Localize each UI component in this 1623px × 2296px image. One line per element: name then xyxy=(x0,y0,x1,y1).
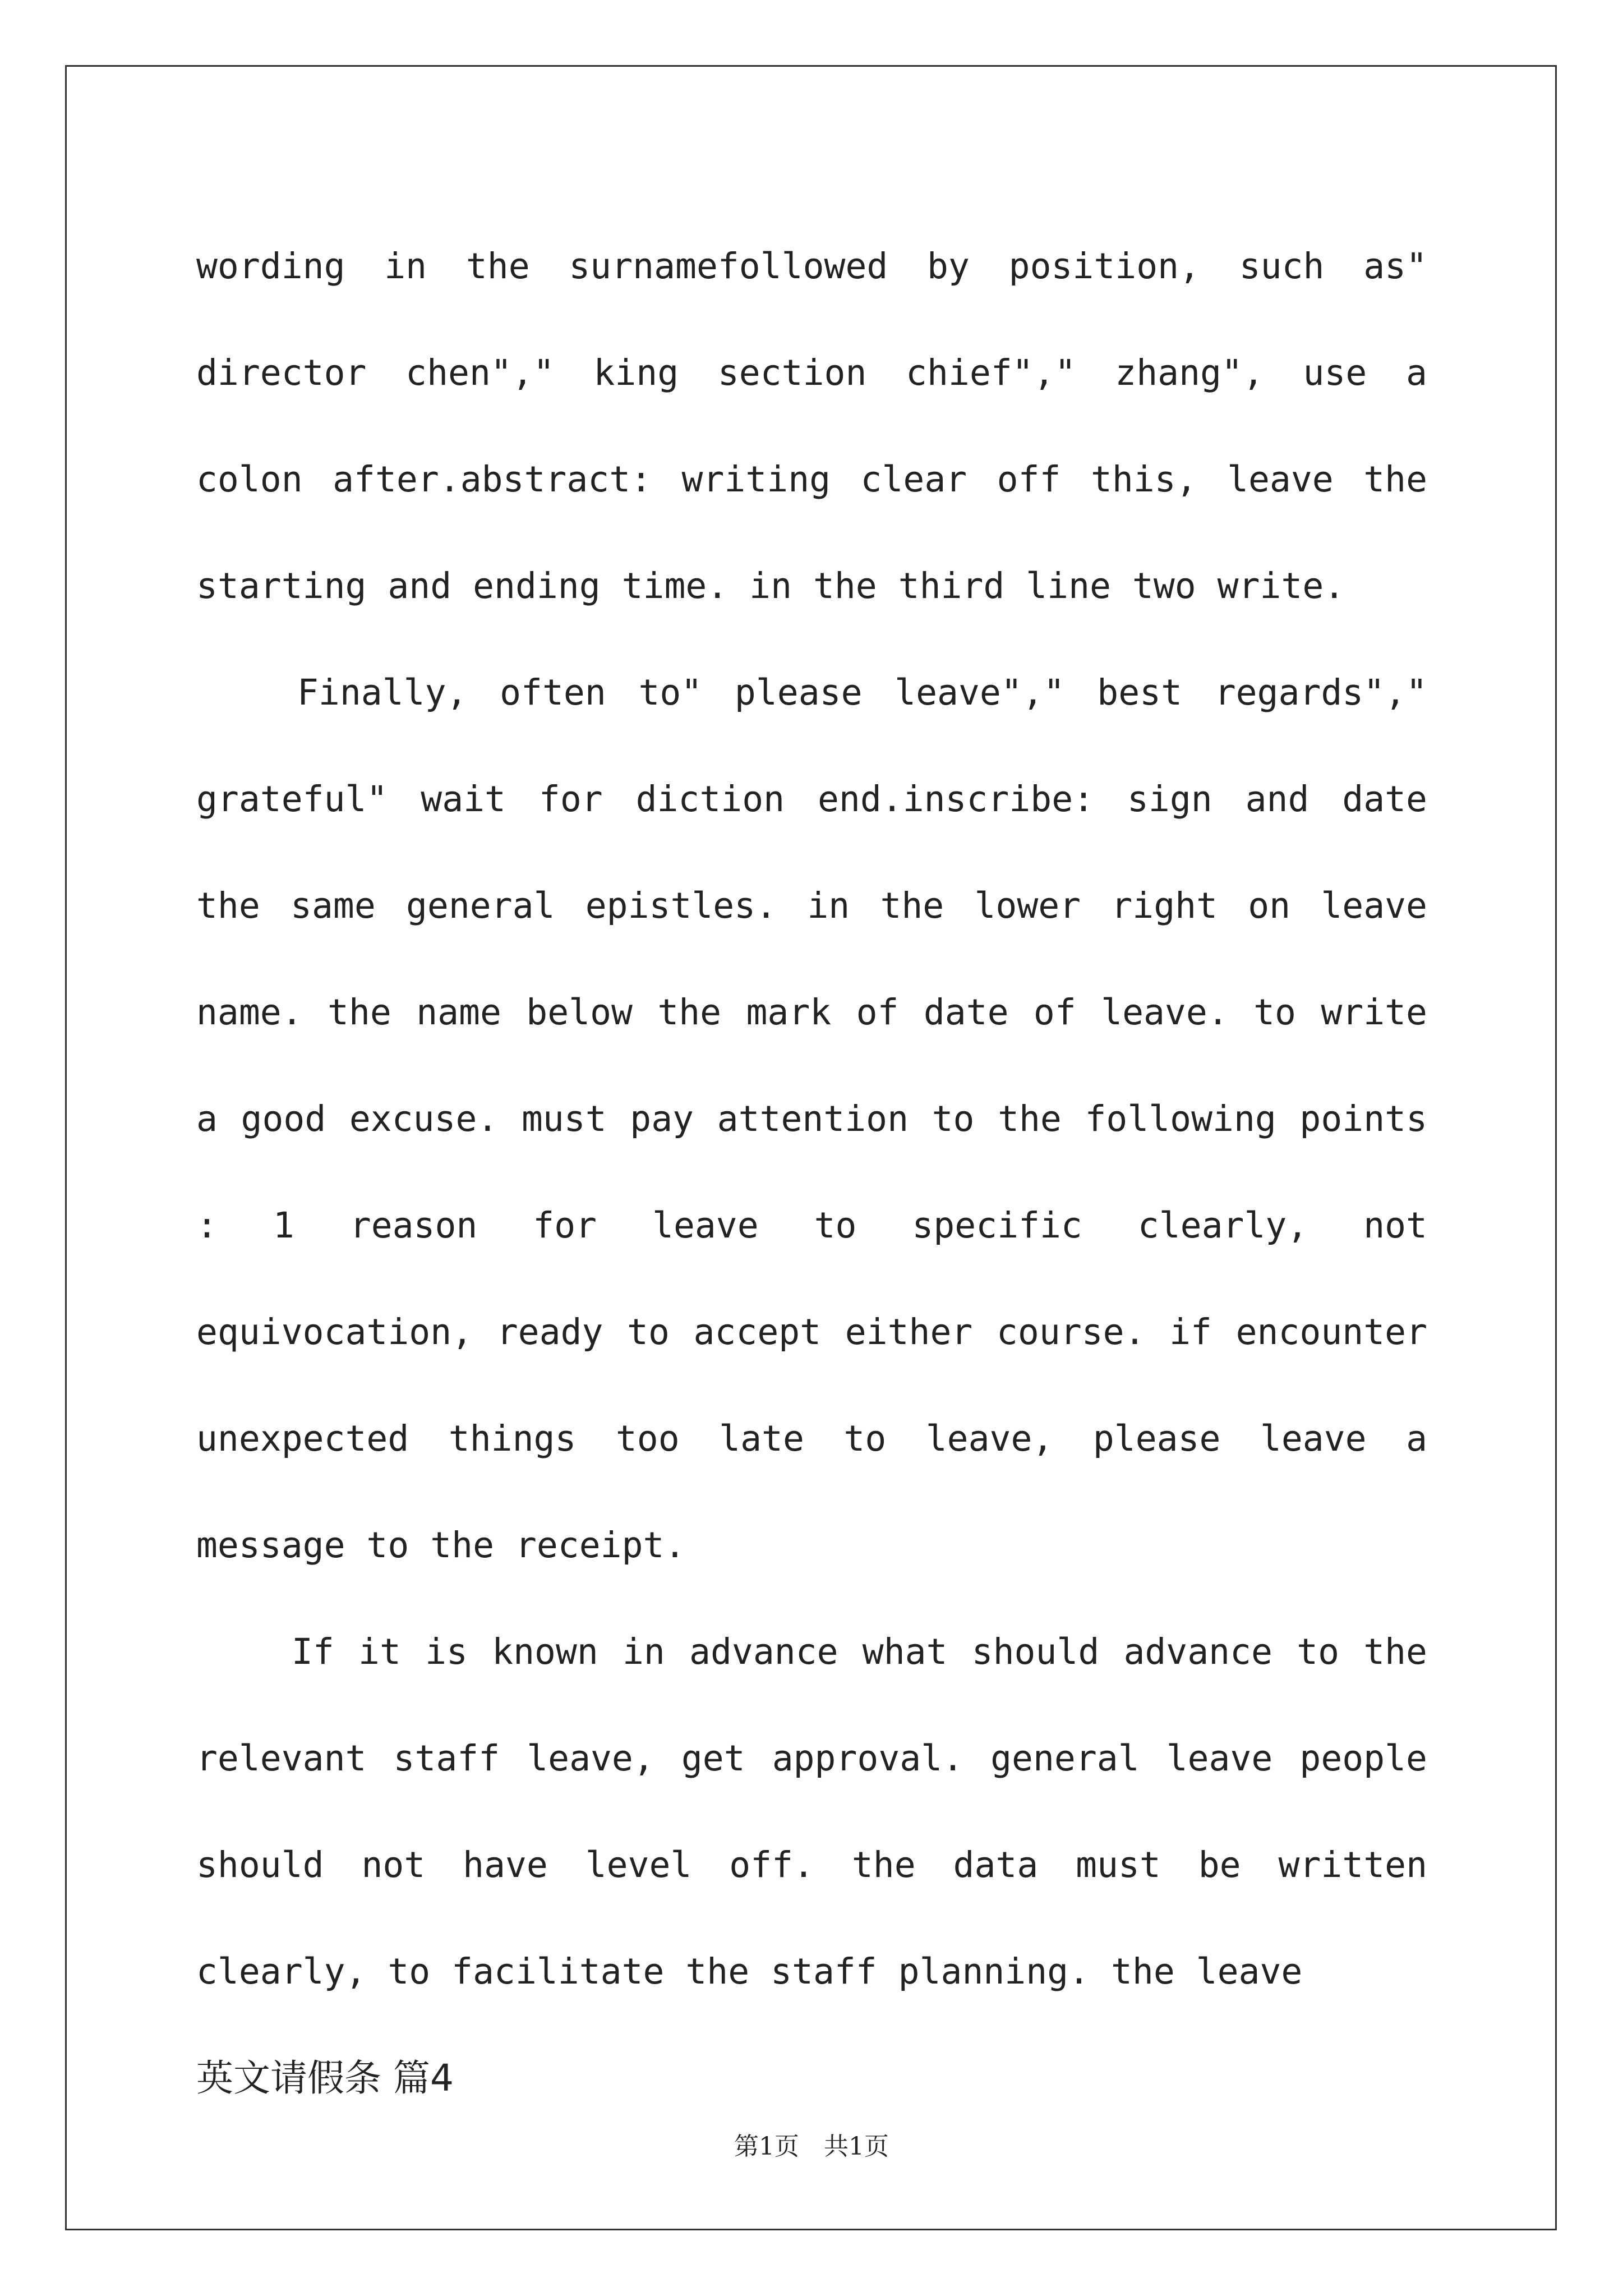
paragraph-1: wording in the surnamefollowed by position, such as" director chen"," king section chief"," zhang", use a colon after.abstract: writing clear off this, leave the starting and ending time. in the third line two write. xyxy=(196,246,1427,606)
page-footer: 第1页 共1页 xyxy=(734,2132,889,2161)
section-heading: 英文请假条 篇4 xyxy=(196,2056,454,2100)
paragraph-3: If it is known in advance what should advance to the relevant staff leave, get approval. general leave people should not have level off. the data must be written clearly, to facilitate the staff planning. the leave xyxy=(196,1631,1427,1992)
document-body xyxy=(196,213,1427,2132)
paragraph-2: Finally, often to" please leave"," best regards"," grateful" wait for diction end.inscribe: sign and date the same general epistles. in the lower right on leave name. the name below the mark of date of leave. to write a good excuse. must pay attention to the following points : 1 reason for leave to specific clearly, not equivocation, ready to accept either course. if encounter unexpected things too late to leave, please leave a message to the receipt. xyxy=(196,672,1427,1566)
